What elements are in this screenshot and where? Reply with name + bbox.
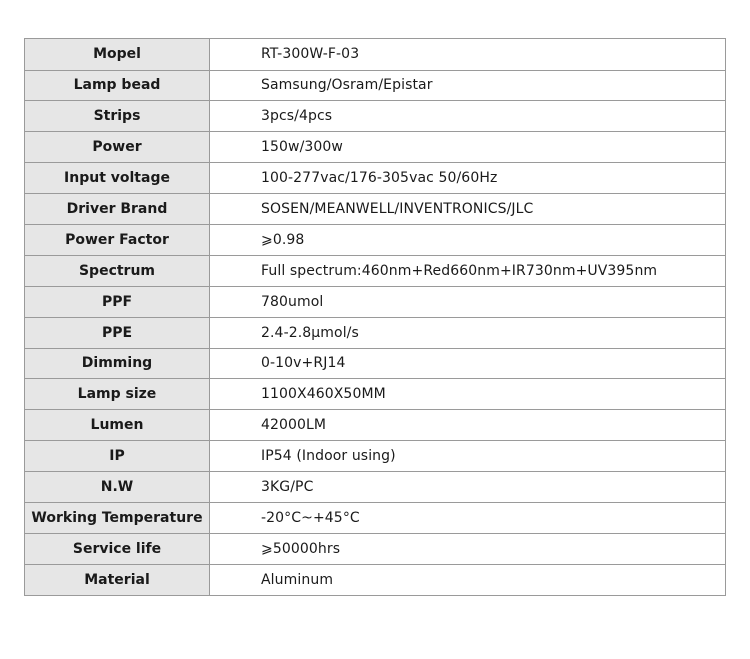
spec-value-input-voltage: 100-277vac/176-305vac 50/60Hz [210, 163, 726, 194]
spec-value-lamp-bead: Samsung/Osram/Epistar [210, 70, 726, 101]
spec-label-lumen: Lumen [25, 410, 210, 441]
spec-label-net-weight: N.W [25, 472, 210, 503]
table-row [25, 132, 726, 163]
table-row [25, 410, 726, 441]
table-row [25, 70, 726, 101]
spec-value-dimming: 0-10v+RJ14 [210, 348, 726, 379]
table-row [25, 194, 726, 225]
spec-table [24, 38, 726, 596]
spec-value-working-temperature: -20°C~+45°C [210, 502, 726, 533]
table-row [25, 286, 726, 317]
table-row [25, 101, 726, 132]
spec-value-ppf: 780umol [210, 286, 726, 317]
spec-label-lamp-size: Lamp size [25, 379, 210, 410]
spec-label-material: Material [25, 564, 210, 595]
spec-label-working-temperature: Working Temperature [25, 502, 210, 533]
spec-label-service-life: Service life [25, 533, 210, 564]
spec-value-spectrum: Full spectrum:460nm+Red660nm+IR730nm+UV395nm [210, 255, 726, 286]
spec-label-power-factor: Power Factor [25, 224, 210, 255]
spec-label-input-voltage: Input voltage [25, 163, 210, 194]
table-row [25, 39, 726, 71]
spec-value-power-factor: ⩾0.98 [210, 224, 726, 255]
spec-value-net-weight: 3KG/PC [210, 472, 726, 503]
spec-label-dimming: Dimming [25, 348, 210, 379]
spec-value-model: RT-300W-F-03 [210, 39, 726, 71]
table-row [25, 502, 726, 533]
table-row [25, 441, 726, 472]
spec-value-power: 150w/300w [210, 132, 726, 163]
table-row [25, 379, 726, 410]
table-row [25, 224, 726, 255]
table-row [25, 255, 726, 286]
spec-label-model: Mopel [25, 39, 210, 71]
spec-value-service-life: ⩾50000hrs [210, 533, 726, 564]
spec-value-ip: IP54 (Indoor using) [210, 441, 726, 472]
table-row [25, 163, 726, 194]
table-row [25, 472, 726, 503]
table-row [25, 533, 726, 564]
spec-label-ip: IP [25, 441, 210, 472]
spec-label-spectrum: Spectrum [25, 255, 210, 286]
spec-value-lamp-size: 1100X460X50MM [210, 379, 726, 410]
spec-label-strips: Strips [25, 101, 210, 132]
table-row [25, 564, 726, 595]
table-row [25, 348, 726, 379]
spec-value-material: Aluminum [210, 564, 726, 595]
spec-label-driver-brand: Driver Brand [25, 194, 210, 225]
spec-value-lumen: 42000LM [210, 410, 726, 441]
spec-label-ppe: PPE [25, 317, 210, 348]
spec-label-ppf: PPF [25, 286, 210, 317]
spec-value-ppe: 2.4-2.8μmol/s [210, 317, 726, 348]
spec-label-power: Power [25, 132, 210, 163]
table-row [25, 317, 726, 348]
spec-value-driver-brand: SOSEN/MEANWELL/INVENTRONICS/JLC [210, 194, 726, 225]
spec-label-lamp-bead: Lamp bead [25, 70, 210, 101]
spec-value-strips: 3pcs/4pcs [210, 101, 726, 132]
